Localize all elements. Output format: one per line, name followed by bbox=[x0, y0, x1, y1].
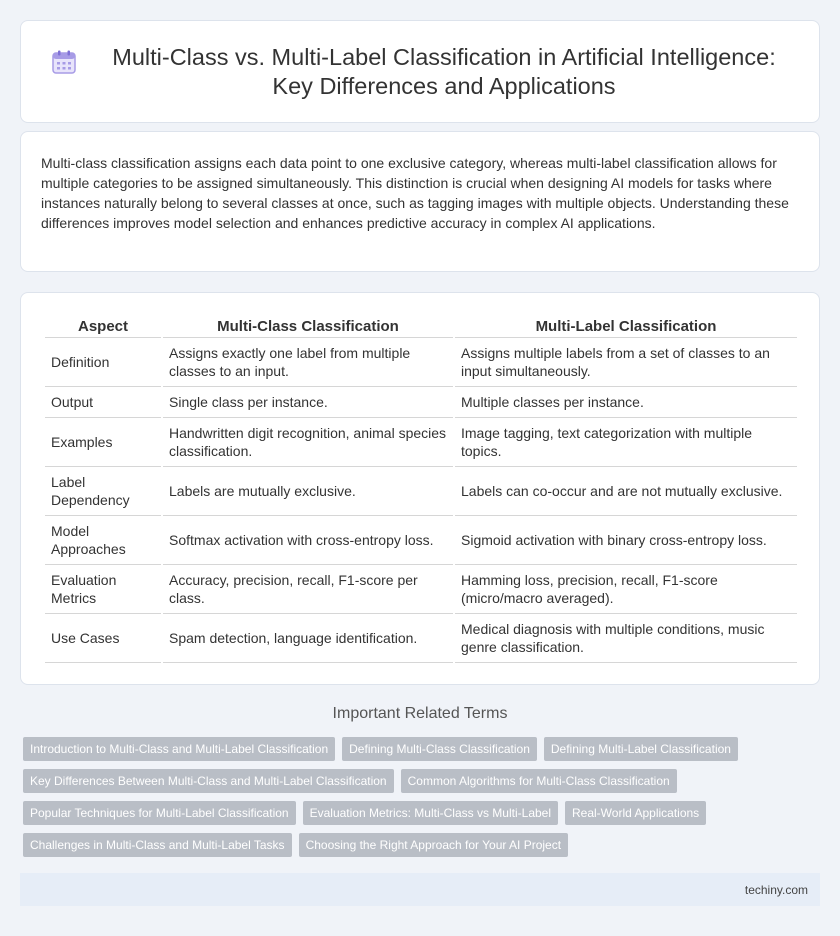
intro-card bbox=[20, 131, 820, 272]
related-term-link[interactable]: Popular Techniques for Multi-Label Classification bbox=[23, 801, 296, 825]
related-term-link[interactable]: Defining Multi-Class Classification bbox=[342, 737, 537, 761]
multi-label-cell: Assigns multiple labels from a set of classes to an input simultaneously. bbox=[455, 338, 797, 387]
comparison-table bbox=[43, 315, 799, 663]
related-terms-heading: Important Related Terms bbox=[332, 705, 508, 722]
page-title: Multi-Class vs. Multi-Label Classification in Artificial Intelligence: Key Differences and Applications bbox=[112, 43, 776, 99]
related-term-link[interactable]: Introduction to Multi-Class and Multi-Label Classification bbox=[23, 737, 335, 761]
related-term-link[interactable]: Key Differences Between Multi-Class and Multi-Label Classification bbox=[23, 769, 394, 793]
multi-label-cell: Medical diagnosis with multiple conditions, music genre classification. bbox=[455, 614, 797, 663]
related-terms-list bbox=[23, 737, 813, 865]
table-row bbox=[45, 418, 797, 467]
related-term-link[interactable]: Common Algorithms for Multi-Class Classification bbox=[401, 769, 677, 793]
table-row bbox=[45, 614, 797, 663]
multi-class-cell: Accuracy, precision, recall, F1-score per class. bbox=[163, 565, 453, 614]
multi-class-cell: Softmax activation with cross-entropy loss. bbox=[163, 516, 453, 565]
table-row bbox=[45, 565, 797, 614]
aspect-cell: Examples bbox=[45, 418, 161, 467]
aspect-cell: Evaluation Metrics bbox=[45, 565, 161, 614]
footer bbox=[20, 873, 820, 906]
aspect-cell: Use Cases bbox=[45, 614, 161, 663]
table-row bbox=[45, 338, 797, 387]
multi-label-cell: Sigmoid activation with binary cross-entropy loss. bbox=[455, 516, 797, 565]
multi-class-cell: Single class per instance. bbox=[163, 387, 453, 418]
calendar-icon bbox=[51, 49, 77, 75]
multi-label-cell: Labels can co-occur and are not mutually exclusive. bbox=[455, 467, 797, 516]
multi-class-cell: Assigns exactly one label from multiple classes to an input. bbox=[163, 338, 453, 387]
aspect-cell: Label Dependency bbox=[45, 467, 161, 516]
aspect-cell: Output bbox=[45, 387, 161, 418]
aspect-cell: Definition bbox=[45, 338, 161, 387]
table-row bbox=[45, 467, 797, 516]
multi-class-cell: Labels are mutually exclusive. bbox=[163, 467, 453, 516]
aspect-cell: Model Approaches bbox=[45, 516, 161, 565]
related-term-link[interactable]: Evaluation Metrics: Multi-Class vs Multi-Label bbox=[303, 801, 558, 825]
multi-label-cell: Multiple classes per instance. bbox=[455, 387, 797, 418]
multi-label-cell: Image tagging, text categorization with multiple topics. bbox=[455, 418, 797, 467]
multi-label-cell: Hamming loss, precision, recall, F1-score (micro/macro averaged). bbox=[455, 565, 797, 614]
title-wrap bbox=[51, 43, 789, 101]
related-term-link[interactable]: Challenges in Multi-Class and Multi-Label Tasks bbox=[23, 833, 292, 857]
header-multi-class: Multi-Class Classification bbox=[163, 315, 453, 338]
header-multi-label: Multi-Label Classification bbox=[455, 315, 797, 338]
related-term-link[interactable]: Choosing the Right Approach for Your AI Project bbox=[299, 833, 569, 857]
table-row bbox=[45, 516, 797, 565]
related-term-link[interactable]: Real-World Applications bbox=[565, 801, 706, 825]
footer-site-name[interactable]: techiny.com bbox=[744, 882, 808, 897]
multi-class-cell: Spam detection, language identification. bbox=[163, 614, 453, 663]
intro-paragraph: Multi-class classification assigns each data point to one exclusive category, whereas multi-label classification allows for multiple categories to be assigned simultaneously. This distinction is crucial when designing AI models for tasks where instances naturally belong to several classes at once, such as tagging images with multiple objects. Understanding these differences improves model selection and enhances predictive accuracy in complex AI applications. bbox=[41, 155, 789, 231]
multi-class-cell: Handwritten digit recognition, animal species classification. bbox=[163, 418, 453, 467]
table-header-row bbox=[45, 315, 797, 338]
header-aspect: Aspect bbox=[45, 315, 161, 338]
related-term-link[interactable]: Defining Multi-Label Classification bbox=[544, 737, 738, 761]
comparison-table-card bbox=[20, 292, 820, 685]
title-card bbox=[20, 20, 820, 123]
table-row bbox=[45, 387, 797, 418]
